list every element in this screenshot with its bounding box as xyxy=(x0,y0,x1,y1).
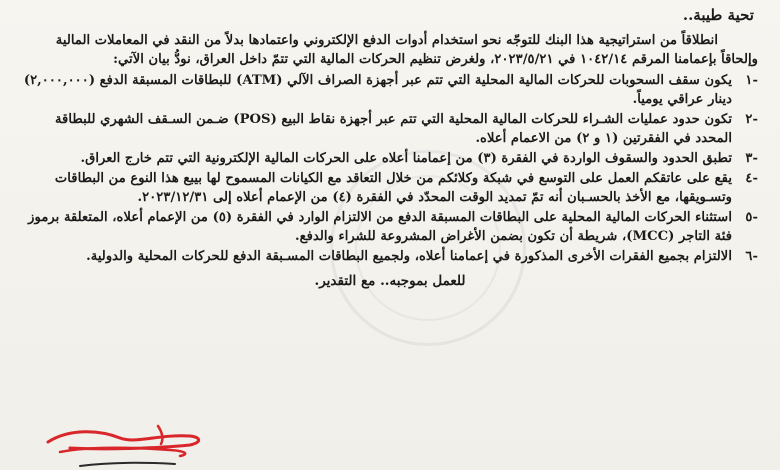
item-text: يقع على عاتقكم العمل على التوسع في شبكة وكلائكم من خلال التعاقد مع الكيانات المسموح لها بيبع هذا النوع من البطاقات وتسـويقها، مع الأخذ بالحسـبان أنه تمّ تمديد الوقت المحدّد في الفقرة (٤) من الإعمام أعلاه إلى ٢٠٢٣/١٢/٣١. xyxy=(54,171,732,205)
item-number: -٦ xyxy=(745,249,758,264)
item-number: -٥ xyxy=(745,210,758,225)
item-number: -٢ xyxy=(745,112,758,127)
item-text: تطبق الحدود والسقوف الواردة في الفقرة (٣) من إعمامنا أعلاه على الحركات المالية الإلكترونية التي تتم خارج العراق. xyxy=(80,151,732,166)
closing-line: للعمل بموجبه.. مع التقدير. xyxy=(314,273,466,289)
handwritten-signature xyxy=(40,420,210,470)
list-item xyxy=(22,247,758,266)
list-item xyxy=(22,71,758,109)
signature-stroke xyxy=(60,448,185,456)
list-item xyxy=(22,110,758,148)
greeting: تحية طيبة.. xyxy=(682,6,754,24)
list-item xyxy=(22,149,758,168)
signature-ink-line xyxy=(80,463,175,466)
list-item xyxy=(22,169,758,207)
letter-body xyxy=(22,4,758,291)
item-text: الالتزام بجميع الفقرات الأخرى المذكورة في إعمامنا أعلاه، ولجميع البطاقات المسـبقة الدفع للحركات المحلية والدولية. xyxy=(86,249,732,264)
item-text: استثناء الحركات المالية المحلية على البطاقات المسبقة الدفع من الالتزام الوارد في الفقرة (٥) من الإعمام أعلاه، المتعلقة برموز فئة التاجر (MCC)، شريطة أن تكون بضمن الأغراض المشروعة للشراء والدفع. xyxy=(28,210,732,244)
signature-stroke xyxy=(48,432,199,449)
list-item xyxy=(22,208,758,246)
item-number: -٣ xyxy=(745,151,758,166)
item-text: تكون حدود عمليات الشـراء للحركات المالية المحلية التي تتم عبر أجهزة نقاط البيع (POS) ضـمن السـقف الشهري للبطاقة المحدد في الفقرتين (١ و ٢) من الاعمام أعلاه. xyxy=(54,112,732,146)
numbered-list xyxy=(22,71,758,266)
item-number: -٤ xyxy=(745,171,758,186)
item-number: -١ xyxy=(745,73,758,88)
intro-paragraph: انطلاقاً من استراتيجية هذا البنك للتوجّه نحو استخدام أدوات الدفع الإلكتروني واعتمادها بدلاً من النقد في المعاملات المالية وإلحاقاً بإعمامنا المرقم ١٠٤٢/١٤ في ٢٠٢٣/٥/٢١، ولغرض تنظيم الحركات المالية التي تتمّ داخل العراق، نودُّ بيان الآتي: xyxy=(55,33,758,67)
item-text: يكون سقف السحوبات للحركات المالية المحلية التي تتم عبر أجهزة الصراف الآلي (ATM) للبطاقات المسبقة الدفع (٢,٠٠٠,٠٠٠) دينار عراقي يومياً. xyxy=(23,73,732,107)
signature-stroke xyxy=(158,426,162,444)
